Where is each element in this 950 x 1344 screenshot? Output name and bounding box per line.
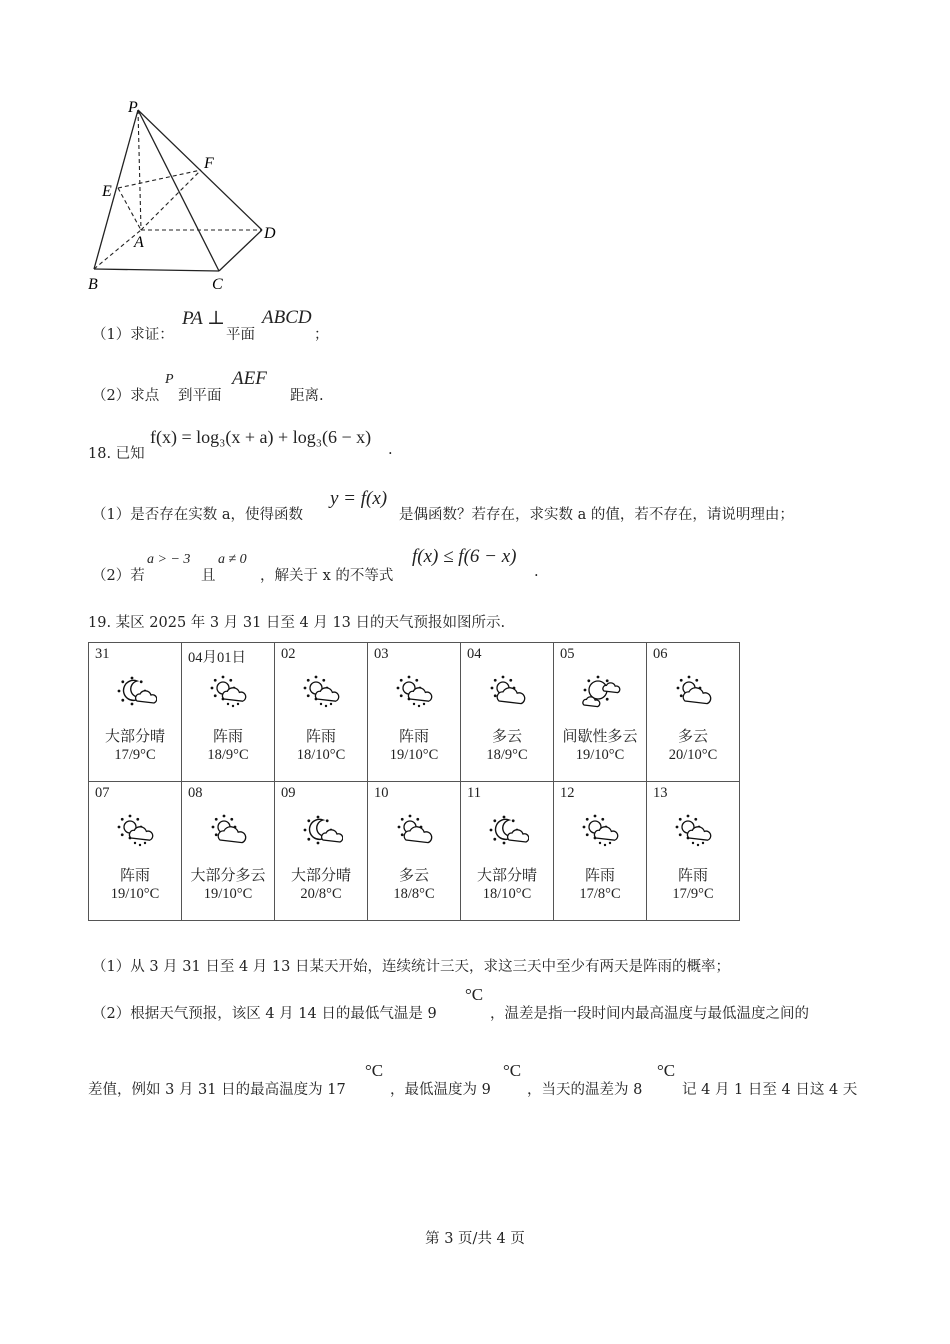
q17-part2-end: 距离. [290, 388, 324, 404]
q18-part2-cond2: a ≠ 0 [218, 552, 247, 567]
weather-cell [275, 643, 368, 782]
vertex-label-B: B [88, 276, 98, 293]
weather-temperature: 20/8°C [300, 886, 342, 902]
weather-date: 31 [95, 646, 110, 662]
q19-line3-degree-3: °C [657, 1061, 676, 1080]
showers-icon [578, 810, 622, 850]
q18-part2-mid: ，解关于 x 的不等式 [260, 568, 394, 584]
weather-cell [275, 782, 368, 921]
weather-condition: 阵雨 [677, 866, 708, 884]
weather-condition: 多云 [677, 727, 708, 745]
showers-icon [206, 671, 250, 711]
q17-part1-math2: ABCD [262, 307, 312, 328]
partly-sunny-night-icon [113, 671, 157, 711]
vertex-label-P: P [128, 99, 138, 116]
q17-part2-math: AEF [232, 368, 267, 389]
pyramid-figure [80, 92, 300, 302]
q19-part1: （1）从 3 月 31 日至 4 月 13 日某天开始，连续统计三天，求这三天中至少有两天是阵雨的概率； [92, 959, 730, 975]
weather-date: 07 [95, 785, 110, 801]
weather-date: 10 [374, 785, 389, 801]
q18-part1-rest: 是偶函数？若存在，求实数 a 的值，若不存在，请说明理由； [399, 507, 794, 523]
weather-temperature: 17/9°C [114, 747, 156, 763]
weather-temperature: 20/10°C [668, 747, 718, 763]
weather-condition: 阵雨 [398, 727, 429, 745]
vertex-label-E: E [102, 183, 112, 200]
partly-sunny-night-icon [299, 810, 343, 850]
q18-part2-end: . [534, 564, 539, 580]
weather-condition: 大部分晴 [290, 866, 351, 884]
q18-stem-formula: f(x) = log₃(x + a) + log₃(6 − x) [150, 427, 372, 447]
weather-date: 09 [281, 785, 296, 801]
weather-date: 03 [374, 646, 389, 662]
q19-line3-a: 差值，例如 3 月 31 日的最高温度为 17 [88, 1082, 346, 1098]
cloudy-sun-icon [671, 671, 715, 711]
weather-temperature: 19/10°C [389, 747, 439, 763]
vertex-label-A: A [134, 234, 144, 251]
weather-temperature: 18/9°C [207, 747, 249, 763]
q17-part2-P: P [165, 372, 174, 387]
weather-temperature: 19/10°C [110, 886, 160, 902]
weather-condition: 多云 [491, 727, 522, 745]
weather-date: 13 [653, 785, 668, 801]
q18-part2-prefix: （2）若 [92, 568, 145, 584]
weather-date: 11 [467, 785, 481, 801]
weather-cell [461, 643, 554, 782]
q17-part1-end: ； [314, 327, 329, 343]
weather-temperature: 17/9°C [672, 886, 714, 902]
q18-part2-and: 且 [201, 568, 216, 584]
q18-part2-formula: f(x) ≤ f(6 − x) [412, 546, 517, 567]
q18-part2-cond1: a > − 3 [147, 552, 191, 567]
showers-icon [671, 810, 715, 850]
weather-temperature: 19/10°C [203, 886, 253, 902]
weather-date: 02 [281, 646, 296, 662]
q17-part1-plane: 平面 [226, 327, 255, 343]
q18-stem-prefix: 18. 已知 [88, 446, 145, 462]
weather-cell [368, 782, 461, 921]
showers-icon [113, 810, 157, 850]
q17-part2-prefix: （2）求点 [92, 388, 160, 404]
weather-cell [89, 643, 182, 782]
q18-part1-formula: y = f(x) [330, 488, 388, 509]
weather-condition: 阵雨 [584, 866, 615, 884]
weather-row-1 [89, 643, 740, 782]
cloudy-sun-icon [485, 671, 529, 711]
weather-cell [182, 782, 275, 921]
partly-sunny-night-icon [485, 810, 529, 850]
weather-temperature: 18/9°C [486, 747, 528, 763]
vertex-label-C: C [212, 276, 223, 293]
q17-part1-prefix: （1）求证： [92, 327, 174, 343]
cloudy-sun-icon [206, 810, 250, 850]
q19-part2-a: （2）根据天气预报，该区 4 月 14 日的最低气温是 9 [92, 1006, 437, 1022]
weather-cell [89, 782, 182, 921]
weather-temperature: 18/10°C [482, 886, 532, 902]
weather-temperature: 17/8°C [579, 886, 621, 902]
weather-date: 04 [467, 646, 482, 662]
weather-cell [554, 643, 647, 782]
weather-date: 12 [560, 785, 575, 801]
intermittent-cloudy-icon [578, 671, 622, 711]
weather-condition: 间歇性多云 [562, 727, 638, 745]
weather-date: 08 [188, 785, 203, 801]
weather-date: 06 [653, 646, 668, 662]
q19-part2-b: ，温差是指一段时间内最高温度与最低温度之间的 [490, 1006, 809, 1022]
showers-icon [392, 671, 436, 711]
vertex-label-F: F [204, 155, 214, 172]
page-footer: 第 3 页/共 4 页 [425, 1231, 525, 1247]
weather-temperature: 18/8°C [393, 886, 435, 902]
weather-cell [182, 643, 275, 782]
vertex-label-D: D [264, 225, 276, 242]
q18-stem-end: . [388, 442, 393, 458]
weather-date: 05 [560, 646, 575, 662]
q19-part2-degree: °C [465, 985, 484, 1004]
weather-date: 04月01日 [188, 650, 246, 666]
showers-icon [299, 671, 343, 711]
weather-temperature: 19/10°C [575, 747, 625, 763]
weather-condition: 阵雨 [305, 727, 336, 745]
weather-temperature: 18/10°C [296, 747, 346, 763]
weather-cell [647, 643, 740, 782]
weather-condition: 大部分晴 [104, 727, 165, 745]
weather-condition: 多云 [398, 866, 429, 884]
weather-condition: 阵雨 [212, 727, 243, 745]
weather-cell [647, 782, 740, 921]
q19-stem: 19. 某区 2025 年 3 月 31 日至 4 月 13 日的天气预报如图所示. [88, 615, 506, 631]
weather-cell [368, 643, 461, 782]
q19-line3-b: ，最低温度为 9 [390, 1082, 491, 1098]
q19-line3-c: ，当天的温差为 8 [527, 1082, 643, 1098]
weather-forecast-table [88, 642, 740, 921]
q19-line3-degree-1: °C [365, 1061, 384, 1080]
weather-cell [554, 782, 647, 921]
weather-condition: 大部分晴 [476, 866, 537, 884]
q17-part1-math: PA ⊥ [182, 308, 226, 329]
q19-line3-d: 记 4 月 1 日至 4 日这 4 天 [682, 1082, 858, 1098]
q18-part1-prefix: （1）是否存在实数 a，使得函数 [92, 507, 303, 523]
cloudy-sun-icon [392, 810, 436, 850]
weather-row-2 [89, 782, 740, 921]
weather-cell [461, 782, 554, 921]
weather-condition: 阵雨 [119, 866, 150, 884]
weather-condition: 大部分多云 [190, 866, 266, 884]
q17-part2-mid: 到平面 [178, 388, 222, 404]
q19-line3-degree-2: °C [503, 1061, 522, 1080]
